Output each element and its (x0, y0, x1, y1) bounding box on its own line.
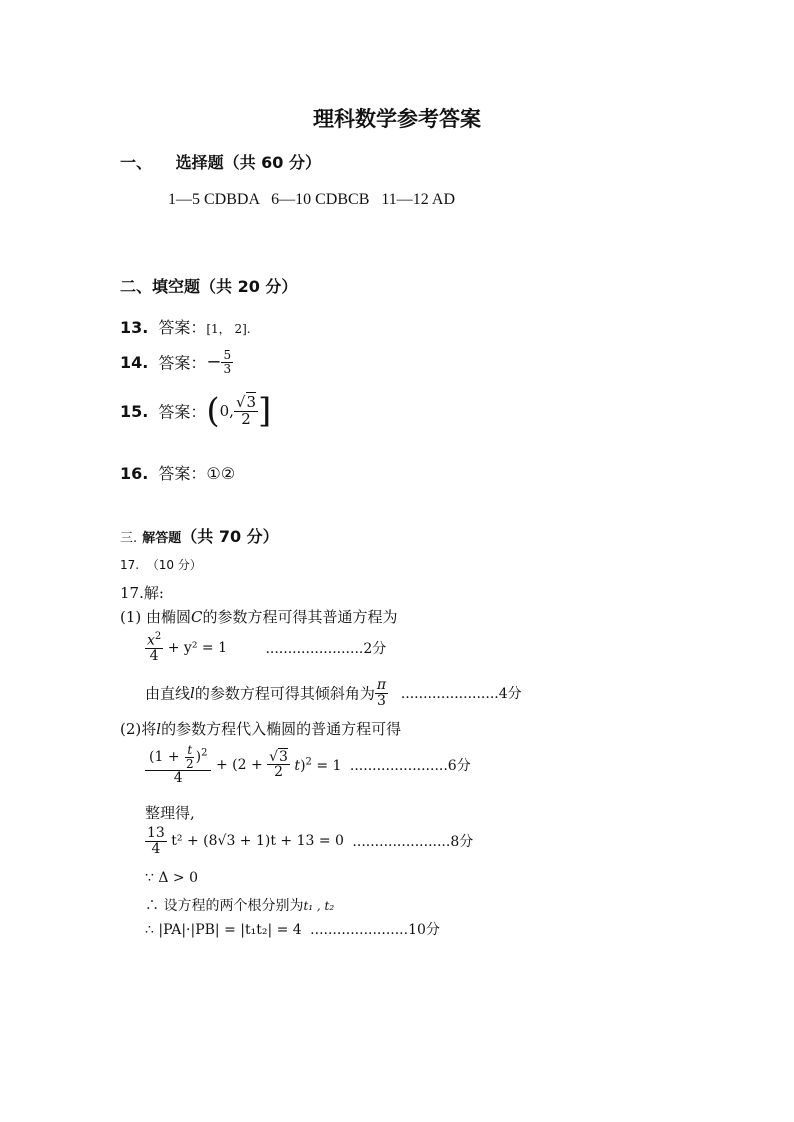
section-heading-solve (120, 524, 279, 547)
text: 的参数方程可得其普通方程为 (202, 608, 398, 626)
fraction: $\frac{√3}{2}$ (235, 392, 257, 428)
section-title: 解答题 (142, 531, 182, 546)
right-bracket: ] (258, 391, 272, 431)
question-number: 15. (120, 401, 149, 421)
equation-tail: + y² = 1 (167, 640, 227, 657)
text: 的参数方程代入椭圆的普通方程可得 (161, 720, 402, 738)
fraction-numerator: π (376, 677, 387, 693)
quadratic-equation (145, 826, 473, 856)
fraction-denominator: 4 (151, 840, 161, 857)
question-17-header: 17. （10 分） (120, 558, 202, 572)
minus-sign: − (206, 351, 222, 373)
page-title: 理科数学参考答案 (313, 107, 481, 131)
question-number: 13. (120, 318, 149, 337)
section-heading-fill: 二、填空题（共 20 分） (120, 277, 298, 296)
score: ......................8分 (352, 834, 474, 851)
score: ......................2分 (265, 641, 387, 658)
section-number: 三. (120, 531, 138, 546)
substituted-equation: (1 + $\frac{t}{2}$ )$^2$ 4 + (2 + $\frac{√3}{2}$ t)$^2$ = 1 ......................6分 (145, 744, 471, 786)
fraction: (1 + $\frac{t}{2}$ )$^2$ 4 (145, 744, 211, 786)
section-points: （共 70 分） (181, 527, 279, 546)
text: 由直线 (145, 684, 191, 703)
root-variables: t₁ , t₂ (303, 899, 335, 913)
text: (1) 由椭圆 (120, 608, 192, 626)
answer-value: ①② (206, 464, 236, 483)
fraction: $\frac{x^2}{4}$ (147, 631, 162, 665)
part-2-intro (120, 718, 401, 739)
variable-c: C (191, 608, 203, 626)
choice-answers: 1—5 CDBDA 6—10 CDBCB 11—12 AD (168, 191, 455, 208)
answer-label: 答案： (158, 402, 207, 422)
equation-tail: t² + (8√3 + 1)t + 13 = 0 (171, 833, 344, 850)
score: ......................10分 (310, 922, 440, 938)
sqrt-value: 3 (246, 392, 257, 411)
answer-15 (120, 391, 272, 431)
fraction: $\frac{√3}{2}$ (269, 748, 288, 781)
fraction-denominator: 3 (376, 692, 386, 709)
question-number: 14. (120, 352, 149, 372)
roots-line (145, 895, 334, 915)
text: (2)将 (120, 720, 157, 738)
final-result (145, 919, 440, 939)
question-number: 16. (120, 464, 149, 483)
answer-label: 答案： (158, 353, 207, 373)
answer-value: [1， 2]. (206, 322, 251, 336)
fraction-numerator: 5 (223, 348, 232, 362)
section-number: 一、 (120, 153, 153, 172)
left-paren: ( (206, 391, 220, 431)
fraction-denominator: 2 (241, 409, 251, 428)
variable-l: l (156, 720, 162, 738)
interval-start: 0, (219, 402, 234, 420)
fraction (145, 826, 167, 856)
text: ∴ 设方程的两个根分别为 (145, 898, 304, 914)
answer-14 (120, 349, 233, 375)
delta-condition: ∵ Δ > 0 (145, 870, 199, 886)
incline-angle-line (145, 678, 522, 708)
ellipse-equation (145, 632, 386, 664)
part-1-intro (120, 606, 398, 627)
score: ......................6分 (349, 757, 471, 774)
score: ......................4分 (400, 686, 522, 703)
fraction (221, 349, 233, 375)
variable-l: l (190, 684, 195, 703)
section-heading-choice (120, 150, 321, 173)
answer-13 (120, 315, 251, 338)
answer-16 (120, 461, 235, 484)
fraction-denominator: 3 (223, 361, 232, 376)
section-title: 选择题（共 60 分） (175, 153, 322, 172)
tidy-text: 整理得, (145, 804, 195, 822)
text: 的参数方程可得其倾斜角为 (194, 684, 375, 703)
result-expression: ∴ |PA|·|PB| = |t₁t₂| = 4 (145, 922, 302, 938)
answer-label: 答案： (158, 464, 207, 483)
answer-label: 答案： (158, 318, 207, 337)
question-17-solution-label: 17.解: (120, 584, 164, 602)
fraction (375, 678, 388, 708)
fraction-numerator: 13 (147, 825, 165, 841)
